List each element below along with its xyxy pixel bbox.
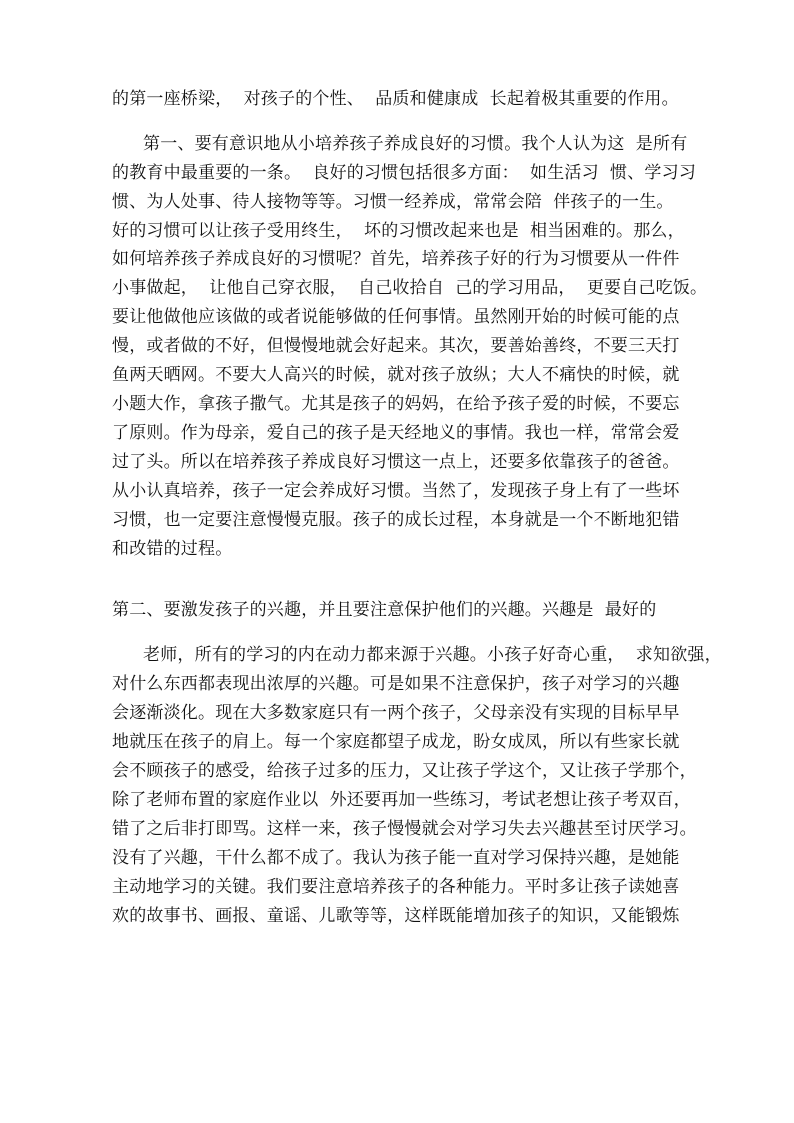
- text-line: 了原则。作为母亲，爱自己的孩子是天经地义的事情。我也一样，常常会爱: [112, 423, 680, 443]
- text-line: 好的习惯可以让孩子受用终生， 坏的习惯改起来也是 相当困难的。那么，: [112, 221, 685, 241]
- text-line: 小事做起， 让他自己穿衣服， 自己收拾自 己的学习用品， 更要自己吃饭。: [112, 278, 708, 298]
- text-line: 和改错的过程。: [112, 539, 233, 559]
- text-line: 会逐渐淡化。现在大多数家庭只有一两个孩子，父母亲没有实现的目标早早: [112, 703, 680, 723]
- text-line: 第二、要激发孩子的兴趣，并且要注意保护他们的兴趣。兴趣是 最好的: [112, 600, 657, 620]
- text-line: 错了之后非打即骂。这样一来，孩子慢慢就会对学习失去兴趣甚至讨厌学习。: [112, 819, 697, 839]
- text-line: 第一、要有意识地从小培养孩子养成良好的习惯。我个人认为这 是所有: [143, 134, 688, 154]
- text-line: 没有了兴趣，干什么都不成了。我认为孩子能一直对学习保持兴趣，是她能: [112, 848, 680, 868]
- text-line: 老师，所有的学习的内在动力都来源于兴趣。小孩子好奇心重， 求知欲强，: [143, 645, 722, 665]
- text-line: 过了头。所以在培养孩子养成良好习惯这一点上，还要多依靠孩子的爸爸。: [112, 452, 680, 472]
- text-line: 从小认真培养，孩子一定会养成好习惯。当然了，发现孩子身上有了一些坏: [112, 481, 680, 501]
- text-line: 会不顾孩子的感受，给孩子过多的压力，又让孩子学这个，又让孩子学那个，: [112, 761, 697, 781]
- text-line: 的教育中最重要的一条。 良好的习惯包括很多方面： 如生活习 惯、学习习: [112, 163, 697, 183]
- text-line: 对什么东西都表现出浓厚的兴趣。可是如果不注意保护，孩子对学习的兴趣: [112, 674, 680, 694]
- text-line: 的第一座桥梁， 对孩子的个性、 品质和健康成 长起着极其重要的作用。: [112, 89, 679, 109]
- text-line: 慢，或者做的不好，但慢慢地就会好起来。其次，要善始善终，不要三天打: [112, 336, 680, 356]
- text-line: 要让他做他应该做的或者说能够做的任何事情。虽然刚开始的时候可能的点: [112, 307, 680, 327]
- text-line: 欢的故事书、画报、童谣、儿歌等等，这样既能增加孩子的知识，又能锻炼: [112, 906, 680, 926]
- text-line: 鱼两天晒网。不要大人高兴的时候，就对孩子放纵；大人不痛快的时候，就: [112, 365, 680, 385]
- text-line: 地就压在孩子的肩上。每一个家庭都望子成龙，盼女成凤，所以有些家长就: [112, 732, 680, 752]
- text-line: 除了老师布置的家庭作业以 外还要再加一些练习，考试老想让孩子考双百，: [112, 790, 691, 810]
- text-line: 如何培养孩子养成良好的习惯呢？首先，培养孩子好的行为习惯要从一件件: [112, 249, 680, 269]
- text-line: 小题大作，拿孩子撒气。尤其是孩子的妈妈，在给予孩子爱的时候，不要忘: [112, 394, 680, 414]
- text-line: 习惯，也一定要注意慢慢克服。孩子的成长过程，本身就是一个不断地犯错: [112, 510, 680, 530]
- text-line: 惯、为人处事、待人接物等等。习惯一经养成，常常会陪 伴孩子的一生。: [112, 192, 674, 212]
- text-line: 主动地学习的关键。我们要注意培养孩子的各种能力。平时多让孩子读她喜: [112, 877, 680, 897]
